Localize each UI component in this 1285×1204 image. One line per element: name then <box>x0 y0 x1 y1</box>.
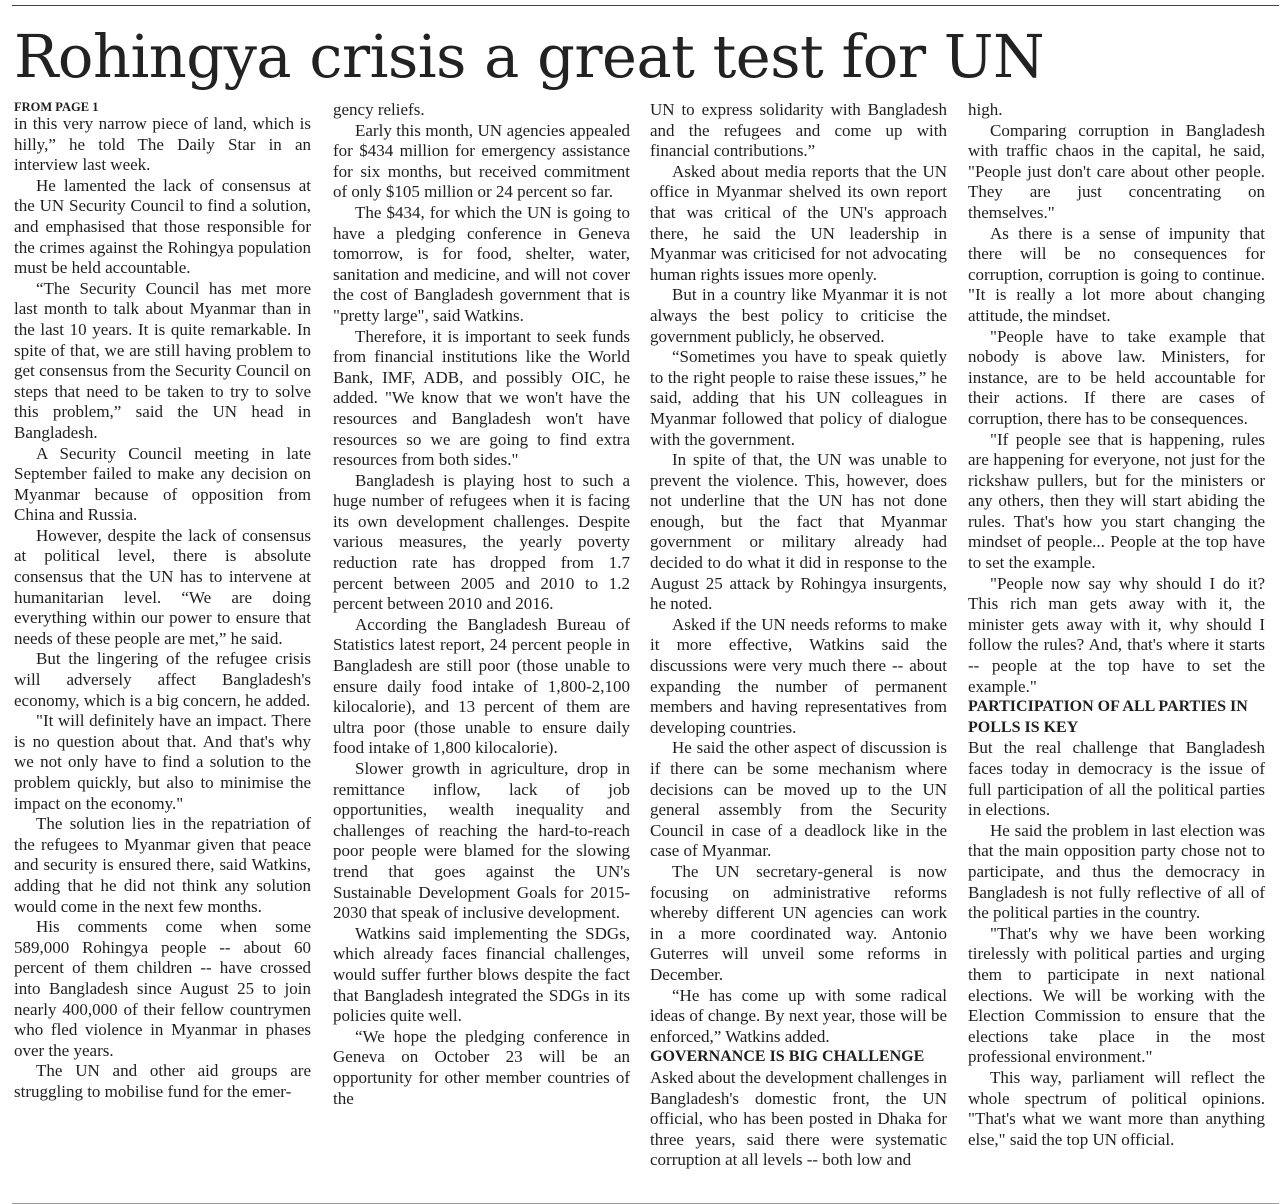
article-paragraph: in this very narrow piece of land, which is hilly,” he told The Daily Star in an interview last week. <box>14 114 311 175</box>
article-paragraph: He said the problem in last election was that the main opposition party chose not to participate, and thus the democracy in Bangladesh is not fully reflective of all of the political parties in the country. <box>968 820 1265 923</box>
article-paragraph: "People have to take example that nobody is above law. Ministers, for instance, are to be held accountable for their actions. If there are cases of corruption, there has to be consequences. <box>968 326 1265 428</box>
article-paragraph: "If people see that is happening, rules are happening for everyone, not just for the rickshaw pullers, but for the ministers or any others, then they will start abiding the rules. That's how you start changing the mindset of people... People at the top have to set the example. <box>968 429 1265 573</box>
article-column-2 <box>333 100 630 1109</box>
article-paragraph: Slower growth in agriculture, drop in remittance inflow, lack of job opportunities, wealth inequality and challenges of reaching the hard-to-reach poor people were blamed for the slowing trend that goes against the UN's Sustainable Development Goals for 2015-2030 that speak of inclusive development. <box>333 759 630 923</box>
article-paragraph: "People now say why should I do it? This rich man gets away with it, the minister gets away with it, why should I follow the rules? And, that's where it starts -- people at the top have to set the example." <box>968 573 1265 696</box>
article-paragraph: Asked about the development challenges in Bangladesh's domestic front, the UN official, who has been posted in Dhaka for three years, said there were systematic corruption at all levels -- both low and <box>650 1067 947 1170</box>
article-paragraph: “The Security Council has met more last month to talk about Myanmar than in the last 10 years. It is quite remarkable. In spite of that, we are still having problem to get consensus from the Security Council on steps that need to be taken to try to solve this problem,” said the UN head in Bangladesh. <box>14 278 311 442</box>
article-paragraph: The solution lies in the repatriation of the refugees to Myanmar given that peace and security is ensured there, said Watkins, adding that he did not think any solution would come in the next few months. <box>14 814 311 916</box>
article-paragraph: In spite of that, the UN was unable to prevent the violence. This, however, does not underline that the UN has not done enough, but the fact that Myanmar government or military already had decided to do what it did in response to the August 25 attack by Rohingya insurgents, he noted. <box>650 450 947 614</box>
article-paragraph: He said the other aspect of discussion is if there can be some mechanism where decisions can be moved up to the UN general assembly from the Security Council in case of a deadlock like in the case of Myanmar. <box>650 738 947 861</box>
article-paragraph: "It will definitely have an impact. There is no question about that. And that's why we not only have to find a solution to the problem quickly, but also to minimise the impact on the economy." <box>14 711 311 813</box>
article-paragraph: The $434, for which the UN is going to have a pledging conference in Geneva tomorrow, is for food, shelter, water, sanitation and medicine, and will not cover the cost of Bangladesh government that is "pretty large", said Watkins. <box>333 202 630 325</box>
article-paragraph: However, despite the lack of consensus at political level, there is absolute consensus that the UN has to intervene at humanitarian level. “We are doing everything within our power to ensure that needs of these people are met,” he said. <box>14 525 311 648</box>
article-paragraph: But the real challenge that Bangladesh faces today in democracy is the issue of full participation of all the political parties in elections. <box>968 738 1265 820</box>
article-column-4 <box>968 100 1265 1150</box>
article-paragraph: The UN secretary-general is now focusing on administrative reforms whereby different UN agencies can work in a more coordinated way. Antonio Guterres will unveil some reforms in December. <box>650 861 947 984</box>
article-paragraph: Asked if the UN needs reforms to make it more effective, Watkins said the discussions were very much there -- about expanding the number of permanent members and having representatives from developing countries. <box>650 614 947 737</box>
article-paragraph: UN to express solidarity with Bangladesh and the refugees and come up with financial contributions.” <box>650 100 947 161</box>
article-paragraph: Watkins said implementing the SDGs, which already faces financial challenges, would suffer further blows despite the fact that Bangladesh integrated the SDGs in its policies quite well. <box>333 923 630 1026</box>
article-paragraph: As there is a sense of impunity that there will be no consequences for corruption, corruption is going to continue. "It is really a lot more about changing attitude, the mindset. <box>968 223 1265 325</box>
section-subhead: PARTICIPATION OF ALL PARTIES IN POLLS IS KEY <box>968 698 1248 736</box>
article-paragraph: The UN and other aid groups are struggling to mobilise fund for the emer- <box>14 1061 311 1101</box>
article-paragraph: “We hope the pledging conference in Geneva on October 23 will be an opportunity for other member countries of the <box>333 1026 630 1108</box>
article-paragraph: "That's why we have been working tirelessly with political parties and urging them to participate in next national elections. We will be working with the Election Commission to ensure that the elections take place in the most professional environment." <box>968 923 1265 1067</box>
article-paragraph: Early this month, UN agencies appealed for $434 million for emergency assistance for six months, but received commitment of only $105 million or 24 percent so far. <box>333 120 630 202</box>
article-paragraph: gency reliefs. <box>333 100 425 119</box>
article-column-3 <box>650 100 947 1171</box>
article-paragraph: “Sometimes you have to speak quietly to the right people to raise these issues,” he said, adding that his UN colleagues in Myanmar followed that policy of dialogue with the government. <box>650 347 947 449</box>
article-paragraph: According the Bangladesh Bureau of Statistics latest report, 24 percent people in Bangladesh are still poor (those unable to ensure daily food intake of 1,800-2,100 kilocalorie), and 13 percent of them are ultra poor (those unable to ensure daily food intake of 1,800 kilocalorie). <box>333 614 630 758</box>
article-paragraph: Bangladesh is playing host to such a huge number of refugees when it is facing its own development challenges. Despite various measures, the yearly poverty reduction rate has dropped from 1.7 percent between 2005 and 2010 to 1.2 percent between 2010 and 2016. <box>333 470 630 614</box>
article-paragraph: Asked about media reports that the UN office in Myanmar shelved its own report that was critical of the UN's approach there, he said the UN leadership in Myanmar was criticised for not advocating human rights issues more openly. <box>650 161 947 284</box>
headline: Rohingya crisis a great test for UN <box>14 22 1045 91</box>
article-paragraph: He lamented the lack of consensus at the UN Security Council to find a solution, and emphasised that those responsible for the crimes against the Rohingya population must be held accountable. <box>14 175 311 278</box>
article-paragraph: But the lingering of the refugee crisis will adversely affect Bangladesh's economy, which is a big concern, he added. <box>14 649 311 710</box>
top-rule <box>12 5 1279 6</box>
article-paragraph: Therefore, it is important to seek funds from financial institutions like the World Bank, IMF, ADB, and possibly OIC, he added. "We know that we won't have the resources and Bangladesh won't have resources so we are going to find extra resources from both sides." <box>333 326 630 470</box>
article-paragraph: This way, parliament will reflect the whole spectrum of political opinions. "That's what we want more than anything else," said the top UN official. <box>968 1067 1265 1149</box>
article-paragraph: “He has come up with some radical ideas of change. By next year, those will be enforced,” Watkins added. <box>650 985 947 1046</box>
article-paragraph: Comparing corruption in Bangladesh with traffic chaos in the capital, he said, "People just don't care about other people. They are just concentrating on themselves." <box>968 120 1265 222</box>
section-subhead: GOVERNANCE IS BIG CHALLENGE <box>650 1048 925 1066</box>
kicker: FROM PAGE 1 <box>14 100 99 114</box>
article-paragraph: A Security Council meeting in late September failed to make any decision on Myanmar because of opposition from China and Russia. <box>14 443 311 525</box>
article-paragraph: His comments come when some 589,000 Rohingya people -- about 60 percent of them children -- have crossed into Bangladesh since August 25 to join nearly 400,000 of their fellow countrymen who fled violence in Myanmar in phases over the years. <box>14 917 311 1060</box>
article-paragraph: high. <box>968 100 1003 119</box>
article-paragraph: But in a country like Myanmar it is not always the best policy to criticise the government publicly, he observed. <box>650 285 947 346</box>
article-column-1 <box>14 100 311 1103</box>
